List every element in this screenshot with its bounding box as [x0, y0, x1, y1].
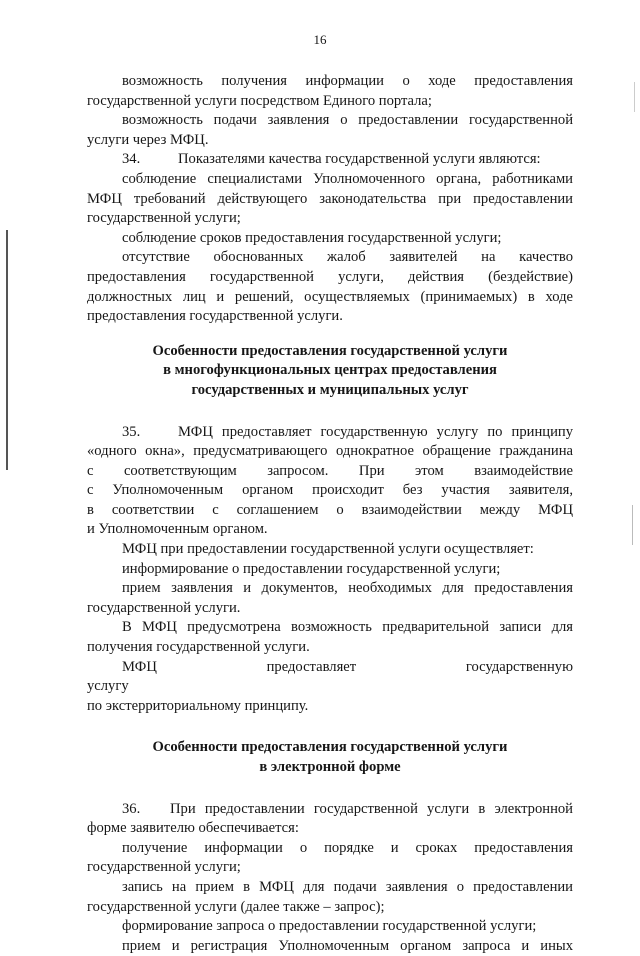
- paragraph: получение информации о порядке и сроках предоставления государственной услуги;: [87, 839, 573, 876]
- extraterritorial-paragraph: [87, 658, 573, 717]
- scan-edge-mark: [6, 230, 8, 470]
- heading-line: Особенности предоставления государственной услуги: [152, 342, 508, 359]
- paragraph: формирование запроса о предоставлении государственной услуги;: [122, 918, 537, 935]
- paragraph: соблюдение сроков предоставления государственной услуги;: [122, 229, 502, 246]
- paragraph: возможность подачи заявления о предоставлении государственной услуги через МФЦ.: [87, 112, 573, 148]
- paragraph-number: 36.: [122, 800, 141, 817]
- paragraph-line: [87, 423, 573, 443]
- numbered-paragraph-35: [87, 423, 573, 541]
- paragraph-text: При предоставлении государственной услуги в электронной форме заявителю обеспечивается:: [87, 800, 573, 837]
- paragraph: прием заявления и документов, необходимых для предоставления государственной услуги.: [87, 580, 573, 616]
- paragraph-number: 34.: [122, 151, 141, 168]
- paragraph-line: с Уполномоченным органом происходит без участия заявителя,: [87, 482, 573, 499]
- scan-edge-mark: [634, 82, 635, 112]
- paragraph: прием и регистрация Уполномоченным органом запроса и иных: [122, 937, 573, 954]
- heading-line: в многофункциональных центрах предоставления: [163, 362, 497, 379]
- heading-line: в электронной форме: [259, 759, 401, 775]
- numbered-paragraph-36: [87, 800, 573, 839]
- section-heading-mfc: [87, 342, 573, 401]
- paragraph-number: 35.: [122, 423, 141, 440]
- paragraph: отсутствие обоснованных жалоб заявителей на качество предоставления государственной услуги, действия (бездействие) должностных лиц и решений, осуществляемых (принимаемых) в ходе предоставления государственной услуги.: [87, 249, 573, 325]
- paragraph-text: Показателями качества государственной услуги являются:: [178, 151, 541, 168]
- paragraph-line: МФЦ предоставляет государственную услугу: [87, 658, 573, 695]
- paragraph: запись на прием в МФЦ для подачи заявления о предоставлении государственной услуги (далее также – запрос);: [87, 878, 573, 915]
- paragraph-line: и Уполномоченным органом.: [87, 521, 268, 538]
- scan-edge-mark: [632, 505, 633, 545]
- paragraph-line: с соответствующим запросом. При этом взаимодействие: [87, 462, 573, 479]
- paragraph: соблюдение специалистами Уполномоченного органа, работниками МФЦ требований действующего законодательства при предоставлении государственной услуги;: [87, 170, 573, 227]
- paragraph: возможность получения информации о ходе предоставления государственной услуги посредством Единого портала;: [87, 73, 573, 109]
- paragraph-line: «одного окна», предусматривающего однократное обращение гражданина: [87, 443, 573, 460]
- paragraph: информирование о предоставлении государственной услуги;: [122, 560, 501, 577]
- paragraph: В МФЦ предусмотрена возможность предварительной записи для получения государственной услуги.: [87, 619, 573, 656]
- heading-line: Особенности предоставления государственной услуги: [152, 739, 508, 756]
- paragraph-line: по экстерриториальному принципу.: [87, 697, 309, 714]
- section-heading-electronic: [87, 738, 573, 777]
- paragraph-text: МФЦ предоставляет государственную услугу по принципу: [178, 423, 573, 440]
- page-number: 16: [313, 32, 327, 47]
- paragraph: МФЦ при предоставлении государственной услуги осуществляет:: [122, 541, 534, 558]
- heading-line: государственных и муниципальных услуг: [191, 381, 469, 398]
- paragraph-line: в соответствии с соглашением о взаимодействии между МФЦ: [87, 501, 573, 518]
- numbered-paragraph-34: [87, 150, 573, 170]
- document-body: [87, 72, 573, 956]
